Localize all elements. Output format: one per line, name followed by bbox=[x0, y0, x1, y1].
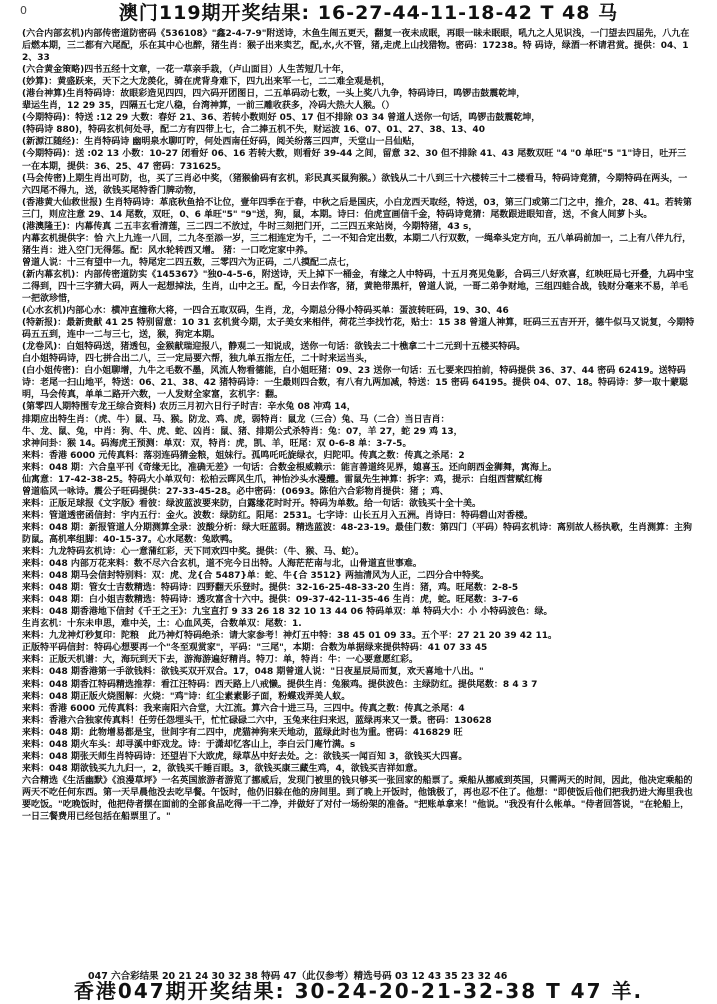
paragraph: 曾道人说：十三有望中一九，特尾定二四五数，三零四六为正码，二八摸配二点七， bbox=[22, 257, 356, 268]
paragraph: 来料：正版天机谱：大，海玩到天下去，游海游遍好精肖。特刀：单，特肖：牛：一心要意愿红彩。 bbox=[22, 655, 419, 666]
paragraph: 仙寓意：17-42-38-25。特码大小单双句：松柏云晖风生爪，神怡沙头水漫醴。雷鼠先生神算：拆字：鸡，提示：白组西营赋红梅 bbox=[22, 474, 543, 485]
paragraph: (港澳隆王)：内幕传真 二五丰玄看清莲，三二四二不放过，牛时三刻把门开，二三四五来站岗，今期特猪，43 s， bbox=[22, 221, 478, 232]
paragraph: (六合内部玄机)内部传密道防密码《536108》"鑫2-4-7-9"附送诗，木鱼生闹五更天，翻复一夜未成眠，再眼一昧未眠眼，吼九之人见识浅，一门望去四届先，八九在后燃本期，三二都有六尾配，乐在其中心也醉，猪生肖：猴子出来卖艺，配,水,火不管，猪,走虎上山找猎物。密码：17238。特 码诗，绿酒一杯请君赏。提供：04、12、33 bbox=[22, 29, 690, 64]
footer-result: 香港047期开奖结果: 30-24-20-21-32-38 T 47 羊. bbox=[73, 979, 644, 1003]
page-number: 0 bbox=[20, 4, 27, 17]
paragraph: 排期应出特生肖：（虎、牛）鼠、马、猴。防龙、鸡、虎，弱特肖：鼠龙（三合）兔、马（二合）当日吉肖： bbox=[22, 414, 450, 425]
paragraph: 来料：048 期张天师生肖特码诗：还望岩下大欧虎，绿草丛中好去处。之：欲钱买一闻百知 3，欲钱买大四喜。 bbox=[22, 751, 468, 762]
paragraph: (港台神算)生肖特码诗：故眼彩造见四四，四六码开团图日，二五单码动七数，一头上奖八九争，特码诗曰，鸣锣击鼓震乾坤， bbox=[22, 89, 526, 100]
paragraph: 来料：048 期：白小姐吉数精选：特码诗：透攻富含十六中。提供：09-37-42-11-35-46 生肖：虎，蛇。旺尾数：3-7-6 bbox=[22, 595, 519, 606]
paragraph: (龙卷风)：白姐特码送，猪透包，金猴献瑞迎报八，静观二一知说成，送你一句话：欲钱去二十樵拿二十二元到十五楼买特码。 bbox=[22, 342, 526, 353]
paragraph: 曾道临风一咏诗。震公子旺码提供：27-33-45-28。必中密码：(0693。陈伯六合彩物肖提供：猪 ；鸡、 bbox=[22, 486, 449, 497]
paragraph: (香港黄大仙救世报) 生肖特码诗：革底秋鱼拾不让位，壹年四季在于春，中秋之后是国庆，小白龙西天取经，特送，03，第三门或第二门之中，推介，28、41。若转第三门，则应注意 29、14 尾数，双旺，0、6 单旺"5" "9"送，狗，鼠，本期。诗曰：伯虎宣画信千金，特码诗竟猜：尾数跟进眼知音，送，不食人间萝卜头。 bbox=[22, 197, 692, 220]
paragraph: 辈运生肖，12 29 35，四隔五七定八稳，台湾神算，一前三雕收获多，冷码大热大人猴。（） bbox=[22, 101, 395, 112]
paragraph: 来料：管道透密函信封：宇内五行：金火。波数：绿防红。阳尾：2531。七字诗：山长五月入五洲。肖诗曰：特码碧山对香楼。 bbox=[22, 510, 534, 521]
paragraph: 求神问卦：猴 14。码海虎王预测：单双：双，特肖：虎，凯、羊，旺尾：双 0-6-8 单：3-7-5。 bbox=[22, 438, 412, 449]
paragraph: (今期特码)：特送 :12 29 大数：春好 21、36、若转小数则好 05、17 但不排除 03 34 曾道人送你一句话，鸣锣击鼓震乾坤， bbox=[22, 113, 541, 124]
paragraph: 来料：048 期香港第一手欲钱料：欲钱买双开双合。17，048 期曾道人说："日夜星辰局而复，欢天喜地十八出。" bbox=[22, 667, 484, 678]
paragraph: 来料：香港 6000 元传真料：落羽连码猜金粮，姐妹行。孤鸣吒吒旋绿衣，归陀叩。传真之数：传真之杀尾：2 bbox=[22, 450, 465, 461]
paragraph: 来料：048 期：新报管道人分期测算全录：波酸分析：绿大旺蓝弱。精选蓝波：48-23-19。最佳门数：第四门（平码）特码玄机诗：离别故人杨执歌，生肖测算：主狗防鼠。高机率组脚：40-15-37。心水尾数：兔欧鸭。 bbox=[22, 522, 692, 545]
paragraph: 来料：香港 6000 元传真料：我来南阳六合堂，大江流。算六合十进三马，三四中。传真之数：传真之杀尾：4 bbox=[22, 703, 465, 714]
paragraph: 六合精选《生活幽默》《浪漫草坪》一名英国旅游者游览了挪威后，发现门被里的钱只够买一张回家的船票了。乘船从挪威到英国，只需两天的时间，因此，他决定乘船的两天不吃任何东西。第一天早晨他没去吃早餐。午饭时，他仍旧躲在他的房间里。到了晚上开饭时，他饿极了，再也忍不住了。他想："即使饭后他们把我扔进大海里我也要吃饭。"吃晚饭时，他把侍者摆在面前的全部食品吃得一干二净，并做好了对付一场纷架的准备。"把账单拿来！"他说。"我没有什么帐单。"侍者回答说，"在轮船上，一日三餐费用已经包括在船票里了。" bbox=[22, 775, 693, 823]
paragraph: (心水玄机)内部心水：横冲直撞称大将，一四合五取双码，生肖，龙，今期总分得小特码买单：蛋波转旺码，19、30、46 bbox=[22, 306, 509, 317]
paragraph: 来料：九龙神灯秒复印：陀粮 此乃神灯特码绝杀：请大家参考！神灯五中特：38 45 01 09 33。五个平：27 21 20 39 42 11。 bbox=[22, 631, 557, 642]
paragraph: 内幕玄机提供字：恰 六上九连一八回，二九冬至添一岁，三二相连定为千，二一不知合定出数，本期二八行双数，一绳牵头定方向，五八单码前加一，二上有八伴九行，猪生肖：进入空门无得惩。配：风水轮转西又增。 猪：一口吃定家中养。 bbox=[22, 233, 692, 256]
paragraph: 正版特平码信封：特码心想要再一个"冬至观赏家"，平码："三尾"，本期：合数为单据绿来提供特码：41 07 33 45 bbox=[22, 643, 488, 654]
paragraph: 来料：048 期：六合皇平刊《奇缘无比，准确无差》一句话：合数金根威赖示：能言善道终见界，媳喜玉。还向朗西金狮舞，寓海上。 bbox=[22, 462, 557, 473]
page-title: 澳门119期开奖结果: 16-27-44-11-18-42 T 48 马 bbox=[118, 2, 619, 24]
paragraph: 生肖玄机：十东未申思，难中关，土：心血风英，合数单双：尾数：1. bbox=[22, 619, 302, 630]
paragraph: (特码诗 880)，特码玄机何处寻，配二方有四带上七，合二捧五机不失，财运波 16、07、01、27、38、13、40 bbox=[22, 125, 485, 136]
footnote: 047 六合彩结果 20 21 24 30 32 38 特码 47（此仅参考）精选号码 03 12 43 35 23 32 46 bbox=[88, 971, 508, 982]
paragraph: 来料：048 期：管女士吉数精选：特码诗：四野翻天乐登时。提供：32-16-25-48-33-20 生肖：猪，鸡。旺尾数：2-8-5 bbox=[22, 583, 519, 594]
document-body bbox=[22, 26, 695, 966]
paragraph: 来料：048 期火车头：却寻溪中虾戏龙。诗：于潇却忆客山上，李白云门庵竹满。s bbox=[22, 739, 356, 750]
paragraph: (新内幕玄机)：内部传密道防实《145367》"独0-4-5-6，附送诗，天上掉下一桶金，有缘之人中特码，十五月亮见兔影，合码三八好欢喜，红映旺局七开叠，九码中宝二得到，四十三字猜大码，两人一起想掉法，生肖，山中之王。配，今日去作客，猪，黄艳带黑杆，曾道人说，一哥二弟争财地，三组四蛙合战，钱财分毫来不易，羊毛一把欲珍惜， bbox=[22, 269, 694, 305]
paragraph: (特新报)：最新贵献 41 25 特别留意：10 31 玄机赏今期，太子美女来相伴，荷花兰李找竹花，贴士：15 38 曾道人神算，旺码三五吉开开，德牛似马又说复，今期特码五五到，连中一二与三七，送，猴，狗定本期。 bbox=[22, 318, 695, 341]
paragraph: (六合黄金策略)四书五经十文章，一花一草亲手栽，（卢山面目）人生苦短几十年， bbox=[22, 65, 350, 76]
paragraph: 来料：048 内部万花来料：数不尽六合玄机，道不完今日出特。人海茫茫南与北，山骨道直世事难。 bbox=[22, 559, 422, 570]
paragraph: (今期特码)：送 :02 13 小数：10-27 闭看好 06、16 若转大数，则看好 39-44 之间，留意 32、30 但不排除 41、43 尾数双旺 "4 "0 单旺"5 "1"诗日，吐开三一在本期，提供：36、25、47 密码：731625。 bbox=[22, 149, 687, 172]
paragraph: 来料：048 期正版火烧图解：火烧："鸡"诗：红尘素素影子面，粉蝶戏弄美人蚁。 bbox=[22, 691, 351, 702]
paragraph: 来料：048 期欲钱买九九归一，2，欲钱买千睡百眼。3，欲钱买康三藏生鸡，4，欲钱买吉祥如意。 bbox=[22, 763, 423, 774]
paragraph: 来料：048 期香港地下信封《千王之王》：九宝直打 9 33 26 18 32 10 13 44 06 特码单双：单 特码大小：小 小特码波色：绿。 bbox=[22, 607, 553, 618]
paragraph: 牛、龙、鼠、兔，中肖：狗、牛、虎、蛇、凶肖：鼠、猪、排期公式杀特肖：兔：07，羊 27，蛇 29 鸡 13， bbox=[22, 426, 463, 437]
paragraph: 来料：048 期香江特码精选推荐：看江汪特码：西天路上八戒懒。提供生肖：兔猴鸡。提供波色：主绿防红。提供尾数：8 4 3 7 bbox=[22, 679, 538, 690]
paragraph: 白小姐特码诗，四七拼合出二八，三一定局要六帮，独九单五指左任，二十时来运当头， bbox=[22, 354, 374, 365]
paragraph: (白小姐传密)：白小姐聊增，九牛之毛数不墨，风流人物看德能，白小姐旺猪：09、23 送你一句话：五七要来四拍前，特码提供 36、37、44 密码 62419。送特码诗：老尾一扫山地平，特送：06、21、38、42 猪特码诗：一生最则四合数，有八有九两加减，特送：15 密码 64195。提供 04、07、18。特码诗：梦一取十蒙聪明，马会传真，单单二路开六数，一人发财全家富，玄机字：翻。 bbox=[22, 366, 689, 401]
paragraph: 来料：048 期：此物增易都是宝，世间字有二四中，虎猫神狗来天地动，蓝绿此时也为重。密码：416829 旺 bbox=[22, 727, 463, 738]
paragraph: 来料：九龙特码玄机诗：心一意蒲红彩，天下同欢四中奖。提供：（牛、猴、马、蛇）。 bbox=[22, 547, 365, 558]
paragraph: (新源江随经)：生肖特码诗 幽明泉水聊叮咛，何处西南任好码，阅关纷落三四声，天堂山一吕仙贴， bbox=[22, 137, 421, 148]
paragraph: (第零四人期特围专龙王综合资料) 农历三月初六日行子时吉：辛水兔 08 冲鸡 14， bbox=[22, 402, 356, 413]
paragraph: 来料：048 期马会信封特别料：双：虎、龙{合 5487}单：蛇、牛{合 3512} 两抽清风为人正，二四分合中特奖。 bbox=[22, 571, 490, 582]
paragraph: 来料：香港六合独家传真料！任劳任怨埋头干，忙忙碌碌二六中，玉兔来往归来迟，蓝绿再来又一景。密码：130628 bbox=[22, 715, 492, 726]
paragraph: (马会传密)上期生肖出可防，也，买了三肖必中奖，（猪猴偷码有玄机，彩民真买鼠狗猴。）欲钱从二十八到三十六楼转三十二楼看马，特码诗竟猜，今期特码在两头，一六四尾不得九，送，欲钱买尾特香门脾动物， bbox=[22, 173, 688, 196]
paragraph: 来料：正版足球报《文字版》看彼：绿波蓝波要来防，白露缘花时时开。特码为单数。给一句话：欲钱买十全十美。 bbox=[22, 498, 482, 509]
paragraph: (妙算)：黄盛跃来，天下之大龙羡化，骑在虎背身难下，四九出来军一七，二二难全观是机， bbox=[22, 77, 391, 88]
